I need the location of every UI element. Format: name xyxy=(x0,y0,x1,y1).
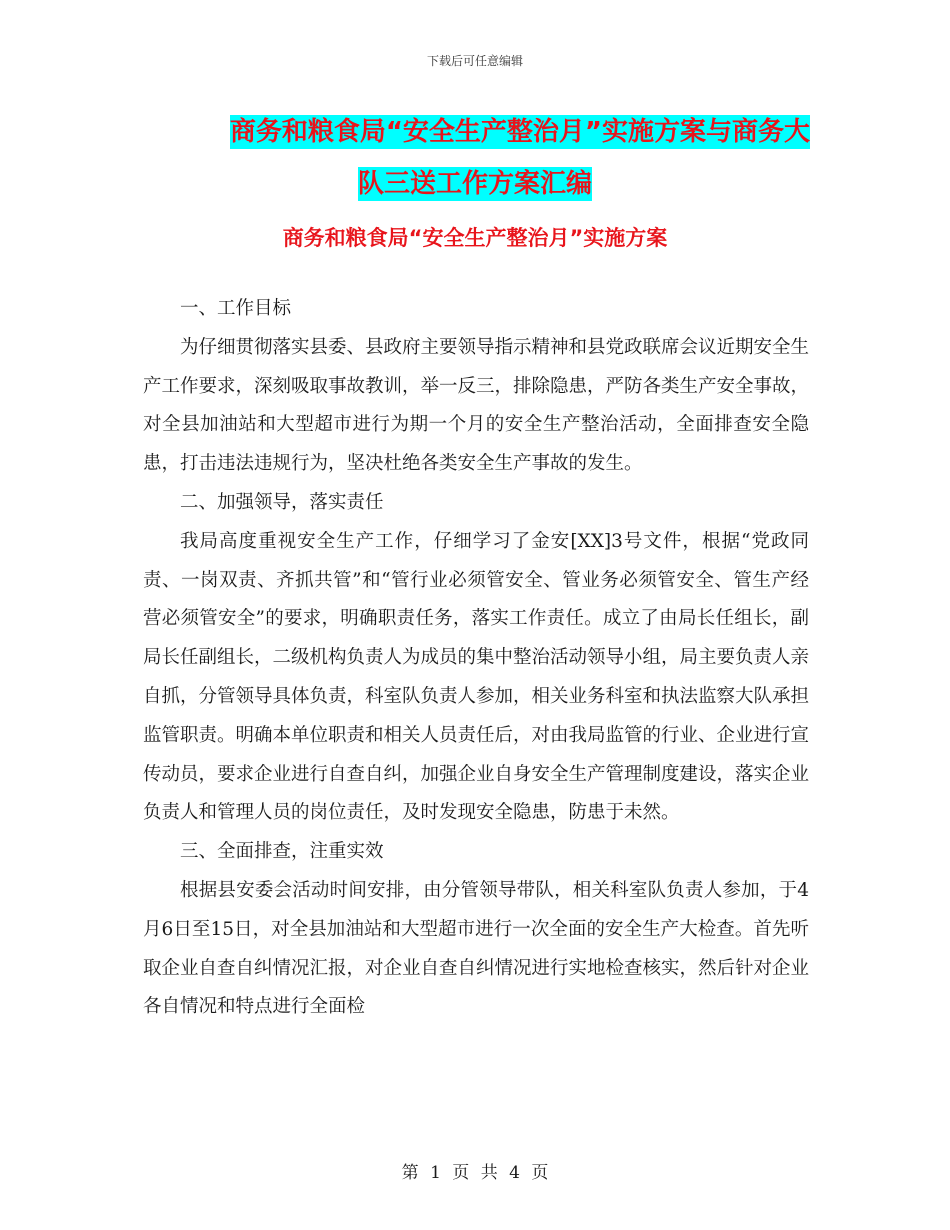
heading-leadership: 二、加强领导，落实责任 xyxy=(180,491,384,513)
document-title xyxy=(140,106,810,210)
paragraph-work-goal: 为仔细贯彻落实县委、县政府主要领导指示精神和县党政联席会议近期安全生产工作要求，深刻吸取事故教训，举一反三，排除隐患，严防各类生产安全事故，对全县加油站和大型超市进行为期一个月的安全生产整治活动，全面排查安全隐患，打击违法违规行为，坚决杜绝各类安全生产事故的发生。 xyxy=(143,336,810,475)
heading-inspection: 三、全面排查，注重实效 xyxy=(180,841,384,863)
title-line-2 xyxy=(140,158,810,210)
document-body xyxy=(143,290,809,1027)
page-footer: 第 1 页 共 4 页 xyxy=(401,1163,549,1183)
page-header: 下载后可任意编辑 xyxy=(426,54,523,68)
heading-work-goal: 一、工作目标 xyxy=(180,298,292,319)
title-line-1-text: 商务和粮食局“安全生产整治月”实施方案与商务大 xyxy=(229,117,810,147)
title-line-2-text: 队三送工作方案汇编 xyxy=(357,169,592,199)
paragraph-inspection: 根据县安委会活动时间安排，由分管领导带队，相关科室队负责人参加，于4月6日至15日，对全县加油站和大型超市进行一次全面的安全生产大检查。首先听取企业自查自纠情况汇报，对企业自查自纠情况进行实地检查核实，然后针对企业各自情况和特点进行全面检 xyxy=(143,879,810,1018)
section-title: 商务和粮食局“安全生产整治月”实施方案 xyxy=(282,226,668,250)
title-line-1 xyxy=(140,106,810,158)
paragraph-leadership: 我局高度重视安全生产工作，仔细学习了金安[XX]3号文件，根据“党政同责、一岗双责、齐抓共管”和“管行业必须管安全、管业务必须管安全、管生产经营必须管安全”的要求，明确职责任务，落实工作责任。成立了由局长任组长，副局长任副组长，二级机构负责人为成员的集中整治活动领导小组，局主要负责人亲自抓，分管领导具体负责，科室队负责人参加，相关业务科室和执法监察大队承担监管职责。明确本单位职责和相关人员责任后，对由我局监管的行业、企业进行宣传动员，要求企业进行自查自纠，加强企业自身安全生产管理制度建设，落实企业负责人和管理人员的岗位责任，及时发现安全隐患，防患于未然。 xyxy=(143,530,810,824)
